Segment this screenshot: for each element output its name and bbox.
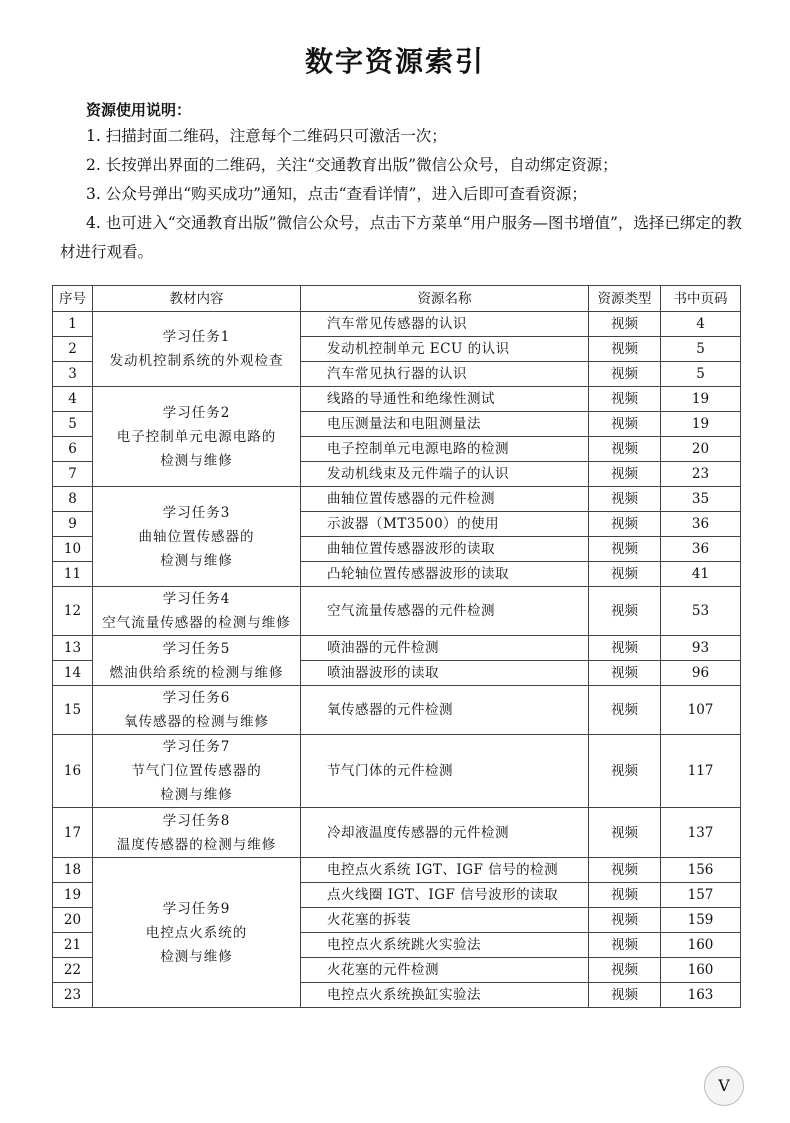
table-header-row <box>53 286 741 312</box>
cell-resource-type: 视频 <box>589 983 661 1008</box>
cell-no: 1 <box>53 312 93 337</box>
cell-resource-type: 视频 <box>589 337 661 362</box>
cell-page: 107 <box>661 686 741 735</box>
cell-no: 10 <box>53 537 93 562</box>
course-content-line: 曲轴位置传感器的 <box>138 528 255 545</box>
cell-resource-name: 空气流量传感器的元件检测 <box>301 587 589 636</box>
cell-resource-name: 喷油器波形的读取 <box>301 661 589 686</box>
cell-course-content <box>93 686 301 735</box>
cell-resource-type: 视频 <box>589 735 661 808</box>
cell-page: 163 <box>661 983 741 1008</box>
cell-resource-type: 视频 <box>589 462 661 487</box>
cell-no: 23 <box>53 983 93 1008</box>
cell-resource-name: 汽车常见执行器的认识 <box>301 362 589 387</box>
cell-resource-name: 曲轴位置传感器的元件检测 <box>301 487 589 512</box>
cell-course-content <box>93 312 301 387</box>
course-content-line: 温度传感器的检测与维修 <box>116 836 277 853</box>
cell-resource-name: 火花塞的元件检测 <box>301 958 589 983</box>
cell-page: 36 <box>661 512 741 537</box>
table-row <box>53 312 741 337</box>
cell-course-content <box>93 487 301 587</box>
table-row <box>53 858 741 883</box>
cell-no: 22 <box>53 958 93 983</box>
cell-page: 157 <box>661 883 741 908</box>
header-content: 教材内容 <box>93 286 301 312</box>
cell-resource-type: 视频 <box>589 883 661 908</box>
course-content-line: 学习任务8 <box>162 812 231 829</box>
cell-page: 41 <box>661 562 741 587</box>
cell-page: 160 <box>661 933 741 958</box>
cell-resource-name: 发动机控制单元 ECU 的认识 <box>301 337 589 362</box>
course-content-line: 电子控制单元电源电路的 <box>116 428 277 445</box>
cell-page: 53 <box>661 587 741 636</box>
cell-resource-type: 视频 <box>589 808 661 858</box>
table-row <box>53 808 741 858</box>
cell-no: 9 <box>53 512 93 537</box>
cell-no: 2 <box>53 337 93 362</box>
cell-resource-type: 视频 <box>589 437 661 462</box>
cell-course-content <box>93 735 301 808</box>
course-content-line: 学习任务9 <box>162 900 231 917</box>
cell-page: 19 <box>661 387 741 412</box>
page-number: V <box>704 1066 744 1106</box>
cell-no: 17 <box>53 808 93 858</box>
course-content-line: 发动机控制系统的外观检查 <box>109 353 284 369</box>
cell-course-content <box>93 636 301 686</box>
course-content-line: 学习任务2 <box>162 404 231 421</box>
course-content-line: 学习任务3 <box>162 504 231 521</box>
table-row <box>53 387 741 412</box>
instruction-step: 2. 长按弹出界面的二维码，关注“交通教育出版”微信公众号，自动绑定资源； <box>86 156 618 174</box>
cell-resource-type: 视频 <box>589 387 661 412</box>
instruction-step: 4. 也可进入“交通教育出版”微信公众号，点击下方菜单“用户服务—图书增值”，选择已绑定的教材进行观看。 <box>60 214 742 261</box>
cell-resource-name: 汽车常见传感器的认识 <box>301 312 589 337</box>
cell-no: 21 <box>53 933 93 958</box>
table-row <box>53 686 741 735</box>
course-content-line: 节气门位置传感器的 <box>131 763 262 779</box>
cell-resource-name: 电压测量法和电阻测量法 <box>301 412 589 437</box>
cell-resource-name: 火花塞的拆装 <box>301 908 589 933</box>
cell-no: 5 <box>53 412 93 437</box>
cell-resource-type: 视频 <box>589 587 661 636</box>
cell-resource-type: 视频 <box>589 933 661 958</box>
cell-page: 117 <box>661 735 741 808</box>
cell-page: 137 <box>661 808 741 858</box>
header-page: 书中页码 <box>661 286 741 312</box>
cell-course-content <box>93 387 301 487</box>
course-content-line: 检测与维修 <box>160 552 233 569</box>
cell-resource-type: 视频 <box>589 661 661 686</box>
course-content-line: 检测与维修 <box>160 948 233 965</box>
cell-no: 12 <box>53 587 93 636</box>
resource-index-table <box>52 285 741 1008</box>
cell-no: 3 <box>53 362 93 387</box>
cell-resource-type: 视频 <box>589 686 661 735</box>
cell-page: 5 <box>661 362 741 387</box>
cell-resource-name: 示波器（MT3500）的使用 <box>301 512 589 537</box>
course-content-line: 检测与维修 <box>160 452 233 469</box>
table-row <box>53 735 741 808</box>
cell-resource-name: 曲轴位置传感器波形的读取 <box>301 537 589 562</box>
cell-no: 11 <box>53 562 93 587</box>
cell-no: 19 <box>53 883 93 908</box>
cell-resource-type: 视频 <box>589 958 661 983</box>
cell-page: 93 <box>661 636 741 661</box>
cell-resource-name: 发动机线束及元件端子的认识 <box>301 462 589 487</box>
instruction-step: 1. 扫描封面二维码，注意每个二维码只可激活一次； <box>86 127 447 145</box>
cell-no: 14 <box>53 661 93 686</box>
course-content-line: 学习任务5 <box>162 640 231 657</box>
cell-page: 23 <box>661 462 741 487</box>
cell-resource-name: 冷却液温度传感器的元件检测 <box>301 808 589 858</box>
cell-resource-type: 视频 <box>589 636 661 661</box>
cell-no: 7 <box>53 462 93 487</box>
cell-resource-name: 电控点火系统跳火实验法 <box>301 933 589 958</box>
course-content-line: 学习任务6 <box>162 690 231 706</box>
table-body <box>53 312 741 1008</box>
cell-page: 96 <box>661 661 741 686</box>
cell-page: 156 <box>661 858 741 883</box>
course-content-line: 学习任务1 <box>162 329 231 345</box>
header-resource-type: 资源类型 <box>589 286 661 312</box>
cell-resource-name: 凸轮轴位置传感器波形的读取 <box>301 562 589 587</box>
cell-page: 4 <box>661 312 741 337</box>
cell-page: 160 <box>661 958 741 983</box>
cell-no: 20 <box>53 908 93 933</box>
cell-resource-type: 视频 <box>589 908 661 933</box>
cell-no: 18 <box>53 858 93 883</box>
cell-no: 6 <box>53 437 93 462</box>
course-content-line: 检测与维修 <box>160 787 233 803</box>
course-content-line: 学习任务4 <box>162 591 231 607</box>
cell-course-content <box>93 808 301 858</box>
cell-page: 36 <box>661 537 741 562</box>
course-content-line: 学习任务7 <box>162 739 231 755</box>
cell-page: 5 <box>661 337 741 362</box>
header-no: 序号 <box>53 286 93 312</box>
cell-course-content <box>93 858 301 1008</box>
cell-resource-type: 视频 <box>589 858 661 883</box>
cell-no: 4 <box>53 387 93 412</box>
cell-page: 20 <box>661 437 741 462</box>
cell-resource-name: 氧传感器的元件检测 <box>301 686 589 735</box>
cell-resource-type: 视频 <box>589 562 661 587</box>
cell-resource-type: 视频 <box>589 362 661 387</box>
cell-resource-name: 节气门体的元件检测 <box>301 735 589 808</box>
instructions-heading: 资源使用说明： <box>86 101 192 119</box>
cell-no: 16 <box>53 735 93 808</box>
cell-resource-type: 视频 <box>589 537 661 562</box>
table-row <box>53 587 741 636</box>
cell-no: 13 <box>53 636 93 661</box>
cell-page: 35 <box>661 487 741 512</box>
cell-course-content <box>93 587 301 636</box>
cell-resource-type: 视频 <box>589 412 661 437</box>
course-content-line: 燃油供给系统的检测与维修 <box>109 664 284 681</box>
table-row <box>53 636 741 661</box>
cell-resource-type: 视频 <box>589 312 661 337</box>
cell-resource-name: 线路的导通性和绝缘性测试 <box>301 387 589 412</box>
cell-resource-name: 喷油器的元件检测 <box>301 636 589 661</box>
usage-instructions <box>60 98 750 267</box>
cell-resource-name: 电子控制单元电源电路的检测 <box>301 437 589 462</box>
page-title: 数字资源索引 <box>304 45 485 78</box>
course-content-line: 电控点火系统的 <box>145 924 248 941</box>
cell-no: 8 <box>53 487 93 512</box>
course-content-line: 空气流量传感器的检测与维修 <box>102 615 291 631</box>
cell-resource-name: 电控点火系统换缸实验法 <box>301 983 589 1008</box>
cell-resource-type: 视频 <box>589 512 661 537</box>
cell-page: 19 <box>661 412 741 437</box>
instruction-step: 3. 公众号弹出“购买成功”通知，点击“查看详情”，进入后即可查看资源； <box>86 185 587 203</box>
header-resource-name: 资源名称 <box>301 286 589 312</box>
cell-page: 159 <box>661 908 741 933</box>
cell-resource-name: 电控点火系统 IGT、IGF 信号的检测 <box>301 858 589 883</box>
cell-resource-type: 视频 <box>589 487 661 512</box>
course-content-line: 氧传感器的检测与维修 <box>124 714 269 730</box>
cell-resource-name: 点火线圈 IGT、IGF 信号波形的读取 <box>301 883 589 908</box>
cell-no: 15 <box>53 686 93 735</box>
table-row <box>53 487 741 512</box>
